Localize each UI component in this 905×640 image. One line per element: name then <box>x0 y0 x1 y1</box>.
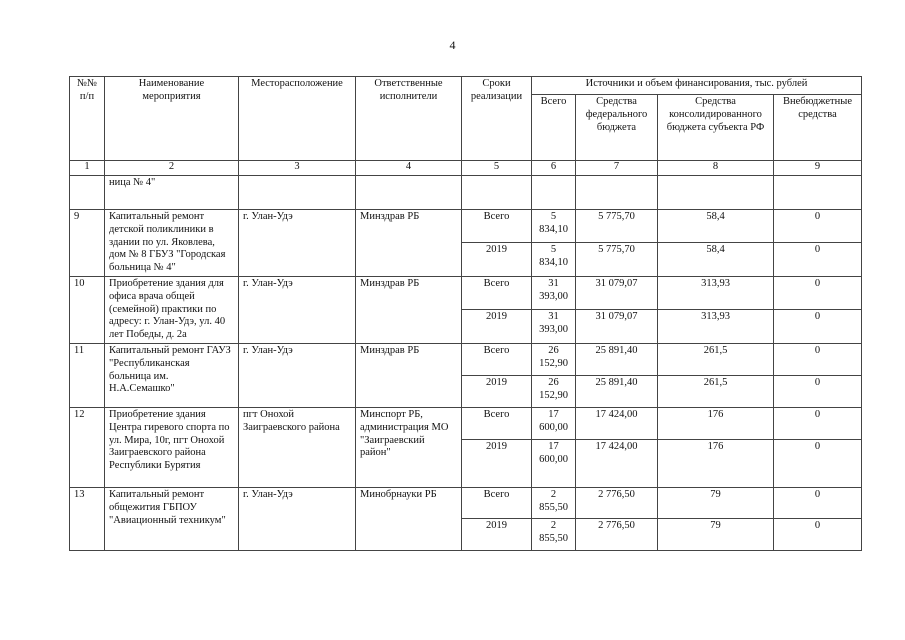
extrabudget-value: 0 <box>774 518 862 550</box>
extrabudget-value: 0 <box>774 310 862 344</box>
total-value: 5 834,10 <box>532 210 576 243</box>
column-number: 8 <box>658 161 774 176</box>
column-number: 1 <box>70 161 105 176</box>
column-number: 4 <box>356 161 462 176</box>
row-number: 10 <box>70 276 105 343</box>
term: Всего <box>462 487 532 518</box>
row-number: 12 <box>70 407 105 487</box>
total-value: 2 855,50 <box>532 487 576 518</box>
extrabudget-value: 0 <box>774 407 862 439</box>
federal-value: 25 891,40 <box>576 375 658 407</box>
federal-value: 5 775,70 <box>576 243 658 277</box>
table-row <box>70 487 862 518</box>
total-value: 17 600,00 <box>532 439 576 487</box>
location: пгт Онохой Заиграевского района <box>239 407 356 487</box>
table-row <box>70 210 862 243</box>
consolidated-value: 79 <box>658 518 774 550</box>
consolidated-value: 261,5 <box>658 343 774 375</box>
header-total: Всего <box>532 95 576 161</box>
consolidated-value: 261,5 <box>658 375 774 407</box>
term: 2019 <box>462 310 532 344</box>
extrabudget-value: 0 <box>774 210 862 243</box>
location: г. Улан-Удэ <box>239 487 356 550</box>
table-row <box>70 407 862 439</box>
federal-value: 25 891,40 <box>576 343 658 375</box>
column-number: 7 <box>576 161 658 176</box>
federal-value: 2 776,50 <box>576 487 658 518</box>
measure-name: Капитальный ремонт детской поликлиники в здании по ул. Яковлева, дом № 8 ГБУЗ "Городская больница № 4" <box>105 210 239 277</box>
financing-table <box>69 76 862 551</box>
header-location: Месторасположение <box>239 77 356 161</box>
row-number: 11 <box>70 343 105 407</box>
federal-value: 31 079,07 <box>576 310 658 344</box>
responsible: Минздрав РБ <box>356 276 462 343</box>
extrabudget-value: 0 <box>774 375 862 407</box>
measure-name: Капитальный ремонт общежития ГБПОУ "Авиационный техникум" <box>105 487 239 550</box>
page-number: 4 <box>449 38 456 52</box>
consolidated-value: 79 <box>658 487 774 518</box>
continuation-text: ница № 4" <box>105 176 239 210</box>
column-number: 2 <box>105 161 239 176</box>
federal-value: 2 776,50 <box>576 518 658 550</box>
extrabudget-value: 0 <box>774 487 862 518</box>
total-value: 17 600,00 <box>532 407 576 439</box>
term: 2019 <box>462 439 532 487</box>
header-sources: Источники и объем финансирования, тыс. рублей <box>532 77 862 95</box>
federal-value: 5 775,70 <box>576 210 658 243</box>
header-terms: Сроки реализации <box>462 77 532 161</box>
column-number: 6 <box>532 161 576 176</box>
location: г. Улан-Удэ <box>239 276 356 343</box>
total-value: 2 855,50 <box>532 518 576 550</box>
extrabudget-value: 0 <box>774 243 862 277</box>
responsible: Минздрав РБ <box>356 343 462 407</box>
column-number: 3 <box>239 161 356 176</box>
responsible: Минобрнауки РБ <box>356 487 462 550</box>
consolidated-value: 58,4 <box>658 243 774 277</box>
responsible: Минздрав РБ <box>356 210 462 277</box>
column-number-row <box>70 161 862 176</box>
consolidated-value: 313,93 <box>658 276 774 309</box>
total-value: 5 834,10 <box>532 243 576 277</box>
consolidated-value: 313,93 <box>658 310 774 344</box>
total-value: 31 393,00 <box>532 310 576 344</box>
header-responsible: Ответственные исполнители <box>356 77 462 161</box>
table-row <box>70 343 862 375</box>
term: Всего <box>462 276 532 309</box>
consolidated-value: 176 <box>658 439 774 487</box>
header-federal: Средства федерального бюджета <box>576 95 658 161</box>
term: 2019 <box>462 243 532 277</box>
header-consolidated: Средства консолидированного бюджета субъекта РФ <box>658 95 774 161</box>
measure-name: Приобретение здания для офиса врача общей (семейной) практики по адресу: г. Улан-Удэ, ул. 40 лет Победы, д. 2а <box>105 276 239 343</box>
location: г. Улан-Удэ <box>239 210 356 277</box>
column-number: 5 <box>462 161 532 176</box>
term: Всего <box>462 407 532 439</box>
measure-name: Приобретение здания Центра гиревого спорта по ул. Мира, 10г, пгт Онохой Заиграевского района Республики Бурятия <box>105 407 239 487</box>
location: г. Улан-Удэ <box>239 343 356 407</box>
term: 2019 <box>462 518 532 550</box>
row-number: 9 <box>70 210 105 277</box>
row-number: 13 <box>70 487 105 550</box>
total-value: 31 393,00 <box>532 276 576 309</box>
consolidated-value: 58,4 <box>658 210 774 243</box>
term: Всего <box>462 343 532 375</box>
federal-value: 17 424,00 <box>576 439 658 487</box>
term: Всего <box>462 210 532 243</box>
federal-value: 31 079,07 <box>576 276 658 309</box>
measure-name: Капитальный ремонт ГАУЗ "Республиканская больница им. Н.А.Семашко" <box>105 343 239 407</box>
header-extrabudget: Внебюджетные средства <box>774 95 862 161</box>
term: 2019 <box>462 375 532 407</box>
total-value: 26 152,90 <box>532 343 576 375</box>
extrabudget-value: 0 <box>774 276 862 309</box>
header-num: №№ п/п <box>70 77 105 161</box>
consolidated-value: 176 <box>658 407 774 439</box>
responsible: Минспорт РБ, администрация МО "Заиграевский район" <box>356 407 462 487</box>
federal-value: 17 424,00 <box>576 407 658 439</box>
column-number: 9 <box>774 161 862 176</box>
extrabudget-value: 0 <box>774 343 862 375</box>
extrabudget-value: 0 <box>774 439 862 487</box>
header-name: Наименование мероприятия <box>105 77 239 161</box>
continuation-row <box>70 176 862 210</box>
table-row <box>70 276 862 309</box>
total-value: 26 152,90 <box>532 375 576 407</box>
